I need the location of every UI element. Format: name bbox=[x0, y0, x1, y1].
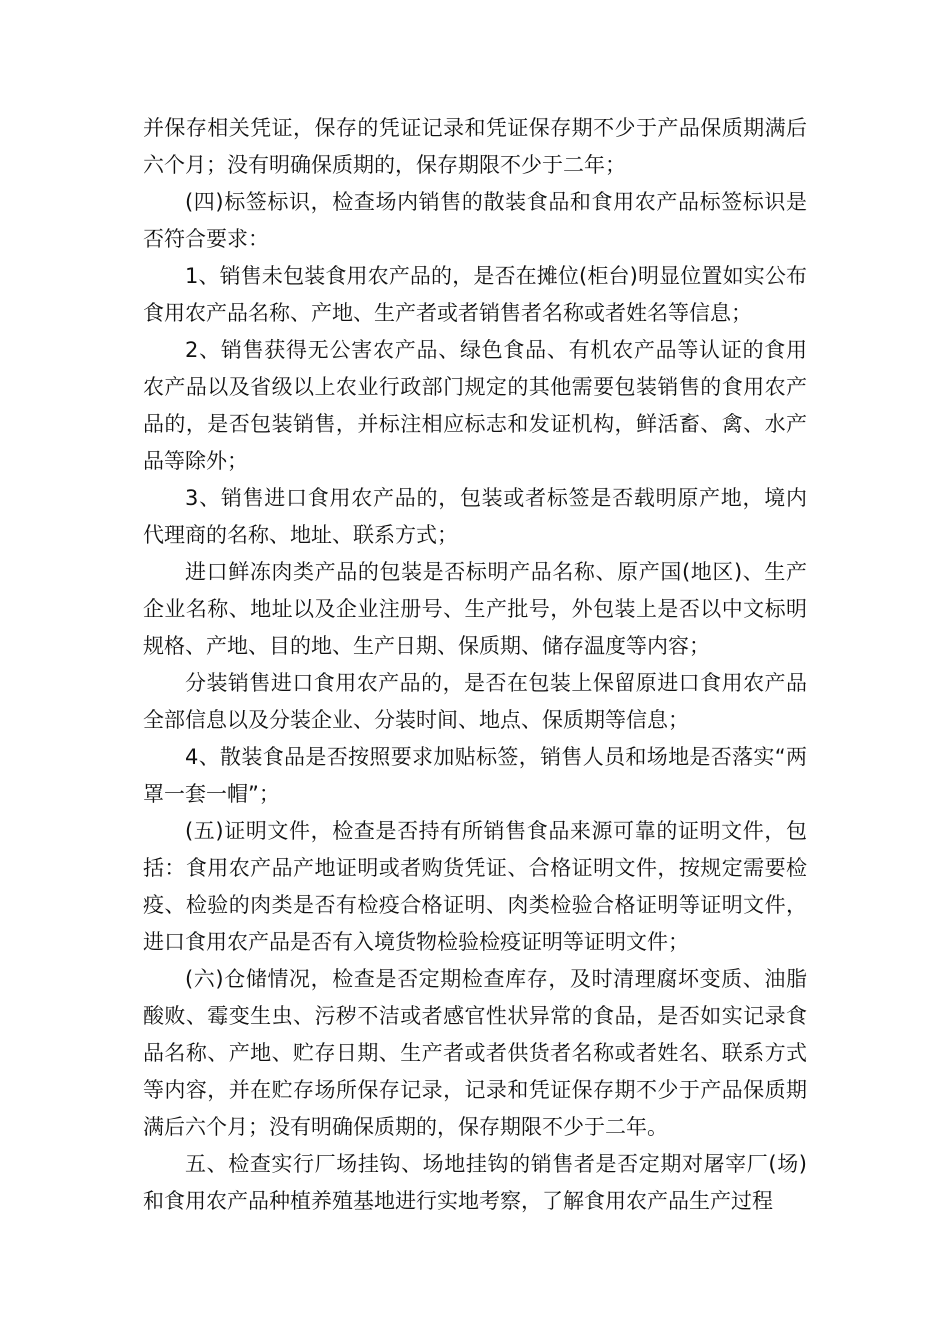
paragraph-imported-meat: 进口鲜冻肉类产品的包装是否标明产品名称、原产国(地区)、生产企业名称、地址以及企业注册号、生产批号，外包装上是否以中文标明规格、产地、目的地、生产日期、保质期、储存温度等内容； bbox=[143, 560, 807, 658]
paragraph-section-five: 五、检查实行厂场挂钩、场地挂钩的销售者是否定期对屠宰厂(场)和食用农产品种植养殖基地进行实地考察，了解食用农产品生产过程 bbox=[143, 1152, 807, 1213]
paragraph-repackaged-imports: 分装销售进口食用农产品的，是否在包装上保留原进口食用农产品全部信息以及分装企业、分装时间、地点、保质期等信息； bbox=[143, 671, 807, 732]
document-body bbox=[143, 110, 807, 1220]
paragraph-continuation: 并保存相关凭证，保存的凭证记录和凭证保存期不少于产品保质期满后六个月；没有明确保质期的，保存期限不少于二年； bbox=[143, 116, 807, 177]
paragraph-certificates: (五)证明文件，检查是否持有所销售食品来源可靠的证明文件，包括：食用农产品产地证明或者购货凭证、合格证明文件，按规定需要检疫、检验的肉类是否有检疫合格证明、肉类检验合格证明等证明文件，进口食用农产品是否有入境货物检验检疫证明等证明文件； bbox=[143, 819, 807, 954]
paragraph-storage: (六)仓储情况，检查是否定期检查库存，及时清理腐坏变质、油脂酸败、霉变生虫、污秽不洁或者感官性状异常的食品，是否如实记录食品名称、产地、贮存日期、生产者或者供货者名称或者姓名、联系方式等内容，并在贮存场所保存记录，记录和凭证保存期不少于产品保质期满后六个月；没有明确保质期的，保存期限不少于二年。 bbox=[143, 967, 807, 1139]
paragraph-item-1: 1、销售未包装食用农产品的，是否在摊位(柜台)明显位置如实公布食用农产品名称、产地、生产者或者销售者名称或者姓名等信息； bbox=[143, 264, 807, 325]
paragraph-label-marking: (四)标签标识，检查场内销售的散装食品和食用农产品标签标识是否符合要求： bbox=[143, 190, 807, 251]
paragraph-item-3: 3、销售进口食用农产品的，包装或者标签是否载明原产地，境内代理商的名称、地址、联系方式； bbox=[143, 486, 807, 547]
paragraph-item-2: 2、销售获得无公害农产品、绿色食品、有机农产品等认证的食用农产品以及省级以上农业行政部门规定的其他需要包装销售的食用农产品的，是否包装销售，并标注相应标志和发证机构，鲜活畜、禽、水产品等除外； bbox=[143, 338, 807, 473]
paragraph-item-4: 4、散装食品是否按照要求加贴标签，销售人员和场地是否落实“两罩一套一帽”； bbox=[143, 745, 807, 806]
